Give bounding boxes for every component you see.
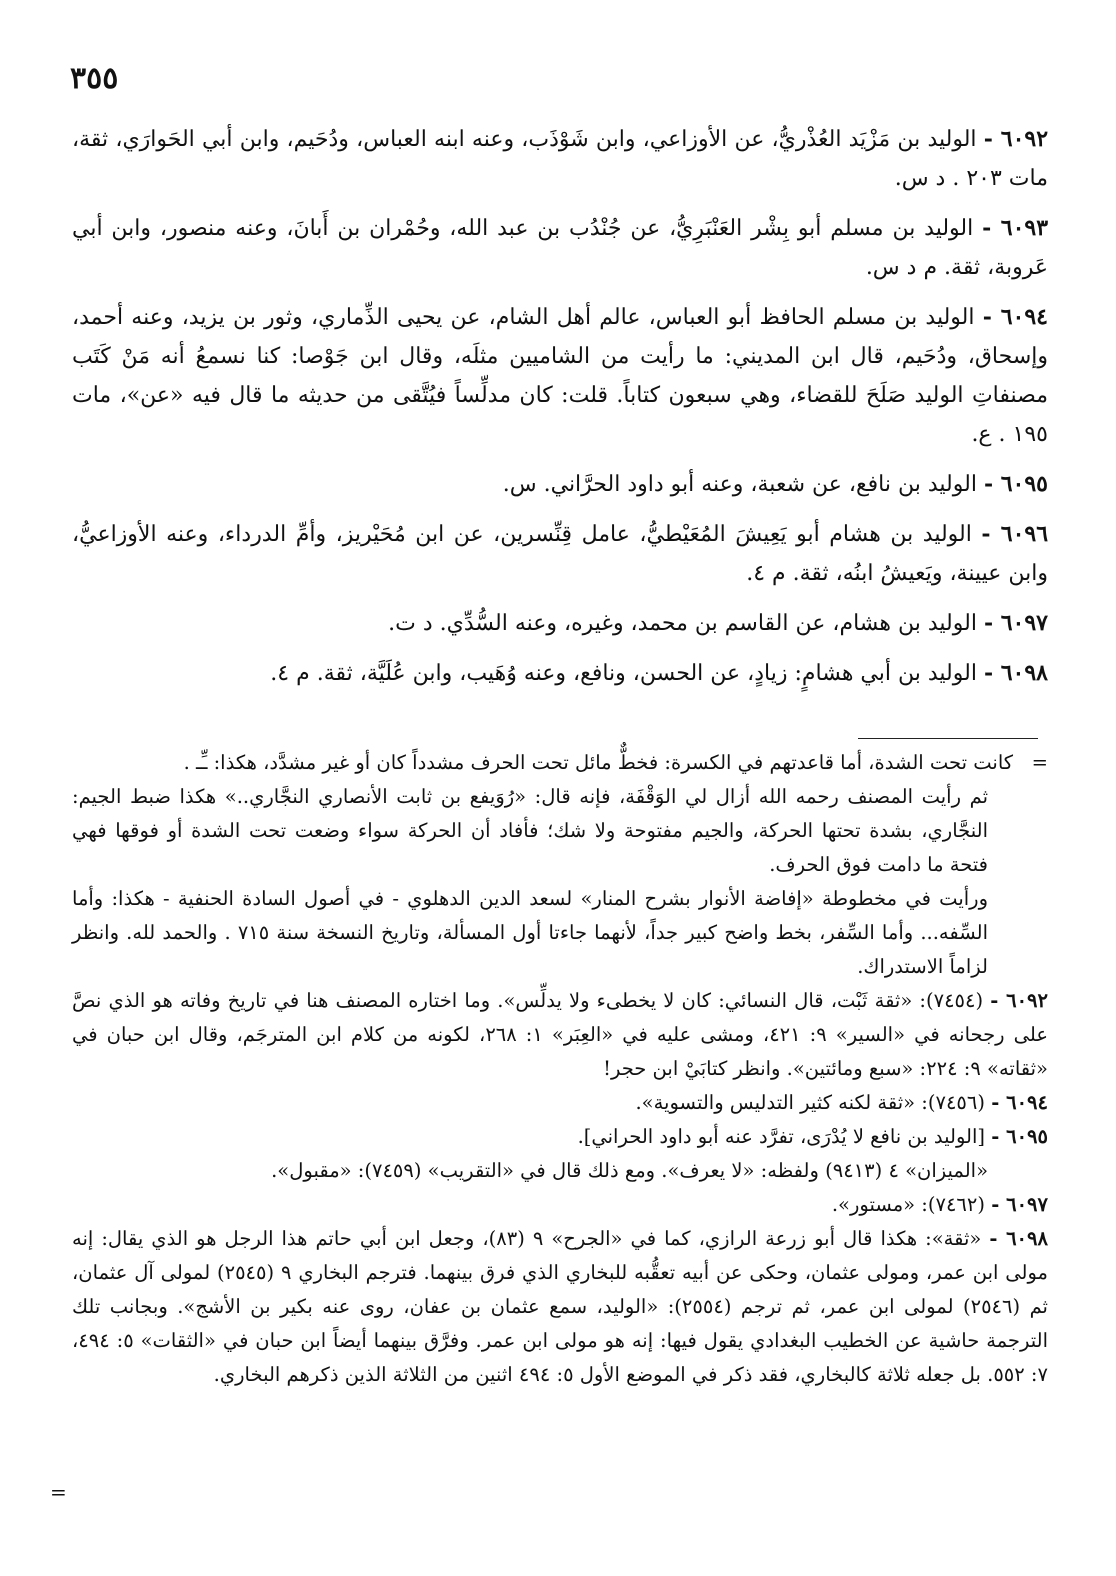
entry-6095 xyxy=(72,465,1048,504)
entry-number: ٦٠٩٧ - xyxy=(983,610,1048,636)
entry-text: الوليد بن أبي هشامٍ: زيادٍ، عن الحسن، ونافع، وعنه وُهَيب، وابن عُلَيَّة، ثقة. م ٤. xyxy=(270,661,977,686)
entry-text: الوليد بن مسلم الحافظ أبو العباس، عالم أهل الشام، عن يحيى الذِّماري، وثور بن يزيد، وعنه أحمد، وإسحاق، ودُحَيم، قال ابن المديني: ما رأيت من الشاميين مثلَه، وقال ابن جَوْصا: كنا نسمعُ أنه مَنْ كَتَب مصنفاتِ الوليد صَلَحَ للقضاء، وهي سبعون كتاباً. قلت: كان مدلِّساً فيُتَّقى من حديثه ما قال فيه «عن»، مات ١٩٥ . ع. xyxy=(72,305,1048,447)
footnote-text: (٧٤٦٢): «مستور». xyxy=(831,1193,985,1216)
footnote-continued xyxy=(72,746,1048,984)
entry-6094 xyxy=(72,298,1048,454)
entry-6093 xyxy=(72,209,1048,287)
entry-text: الوليد بن هشام، عن القاسم بن محمد، وغيره، وعنه السُّدِّي. د ت. xyxy=(388,611,977,636)
continuation-end-marker: = xyxy=(50,1480,67,1504)
footnote-paragraph: ورأيت في مخطوطة «إفاضة الأنوار بشرح المنار» لسعد الدين الدهلوي - في أصول السادة الحنفية - هكذا: وأما السِّفه... وأما السِّفر، بخط واضح كبير جداً، لأنهما جاءتا أول المسألة، وتاريخ النسخة سنة ٧١٥ . والحمد لله. وانظر لزاماً الاستدراك. xyxy=(72,887,988,978)
entry-number: ٦٠٩٤ - xyxy=(982,304,1048,330)
footnote-paragraph: كانت تحت الشدة، أما قاعدتهم في الكسرة: فخطٌّ مائل تحت الحرف مشدداً كان أو غير مشدَّد، هكذا: ـِّـ . xyxy=(183,751,1014,774)
entry-text: الوليد بن مسلم أبو بِشْر العَنْبَرِيُّ، عن جُنْدُب بن عبد الله، وحُمْران بن أَبانَ، وعنه منصور، وابن أبي عَروبة، ثقة. م د س. xyxy=(72,216,1048,280)
footnote-paragraph: ثم رأيت المصنف رحمه الله أزال لي الوَقْفَة، فإنه قال: «رُوَيفع بن ثابت الأنصاري النجَّاري..» هكذا ضبط الجيم: النجَّاري، بشدة تحتها الحركة، والجيم مفتوحة ولا شك؛ فأفاد أن الحركة سواء وضعت تحت الشدة أو فوقها فهي فتحة ما دامت فوق الحرف. xyxy=(72,785,988,876)
entry-number: ٦٠٩٣ - xyxy=(982,215,1049,241)
entry-text: الوليد بن هشام أبو يَعِيشَ المُعَيْطيُّ، عامل قِنِّسرين، عن ابن مُحَيْريز، وأمِّ الدرداء، وعنه الأوزاعيُّ، وابن عيينة، ويَعيشُ ابنُه، ثقة. م ٤. xyxy=(72,522,1048,586)
footnote-6094 xyxy=(72,1086,1048,1120)
footnote-number: ٦٠٩٧ - xyxy=(991,1193,1048,1216)
footnote-text: [الوليد بن نافع لا يُدْرَى، تفرَّد عنه أبو داود الحراني]. xyxy=(577,1125,985,1148)
entry-text: الوليد بن نافع، عن شعبة، وعنه أبو داود الحرَّاني. س. xyxy=(502,472,977,497)
footnote-text: «ثقة»: هكذا قال أبو زرعة الرازي، كما في «الجرح» ٩ (٨٣)، وجعل ابن أبي حاتم هذا الرجل هو الذي يقال: إنه مولى ابن عمر، ومولى عثمان، وحكى عن أبيه تعقُّبه للبخاري الذي فرق بينهما. فترجم البخاري ٩ (٢٥٤٥) لمولى آل عثمان، ثم (٢٥٤٦) لمولى ابن عمر، ثم ترجم (٢٥٥٤): «الوليد، سمع عثمان بن عفان، روى عنه بكير بن الأشج». وبجانب تلك الترجمة حاشية عن الخطيب البغدادي يقول فيها: إنه هو مولى ابن عمر. وفرَّق بينهما أيضاً ابن حبان في «الثقات» ٥: ٤٩٤، ٧: ٥٥٢. بل جعله ثلاثة كالبخاري، فقد ذكر في الموضع الأول ٥: ٤٩٤ اثنين من الثلاثة الذين ذكرهم البخاري. xyxy=(72,1227,1048,1386)
footnote-number: ٦٠٩٤ - xyxy=(991,1091,1048,1114)
footnote-6095 xyxy=(72,1120,1048,1188)
footnote-text: (٧٤٥٦): «ثقة لكنه كثير التدليس والتسوية». xyxy=(635,1091,985,1114)
footnote-text: (٧٤٥٤): «ثقة ثَبْت، قال النسائي: كان لا يخطىء ولا يدلِّس». وما اختاره المصنف هنا في تاريخ وفاته هو الذي نصَّ على رجحانه في «السير» ٩: ٤٢١، ومشى عليه في «العِبَر» ١: ٢٦٨، لكونه من كلام ابن المترجَم، وقال ابن حبان في «ثقاته» ٩: ٢٢٤: «سبع ومائتين». وانظر كتابَيْ ابن حجر! xyxy=(72,989,1048,1080)
footnote-number: ٦٠٩٢ - xyxy=(990,989,1048,1012)
entry-6096 xyxy=(72,515,1048,593)
entry-number: ٦٠٩٦ - xyxy=(981,521,1049,547)
continuation-marker: = xyxy=(1031,751,1048,774)
footnote-number: ٦٠٩٨ - xyxy=(989,1227,1048,1250)
footnote-6098 xyxy=(72,1222,1048,1392)
entry-number: ٦٠٩٥ - xyxy=(983,471,1048,497)
entry-number: ٦٠٩٨ - xyxy=(983,660,1048,686)
page-number: ٣٥٥ xyxy=(70,61,119,96)
entry-text: الوليد بن مَزْيَد العُذْريُّ، عن الأوزاعي، وابن شَوْذَب، وعنه ابنه العباس، ودُحَيم، وابن أبي الحَوارَي، ثقة، مات ٢٠٣ . د س. xyxy=(72,127,1048,191)
footnote-separator xyxy=(858,738,1038,739)
main-text xyxy=(72,120,1048,704)
footnote-subline: «الميزان» ٤ (٩٤١٣) ولفظه: «لا يعرف». ومع ذلك قال في «التقريب» (٧٤٥٩): «مقبول». xyxy=(271,1159,988,1182)
footnote-6097 xyxy=(72,1188,1048,1222)
entry-number: ٦٠٩٢ - xyxy=(983,126,1049,152)
footnotes xyxy=(72,746,1048,1392)
entry-6092 xyxy=(72,120,1048,198)
footnote-6092 xyxy=(72,984,1048,1086)
footnote-number: ٦٠٩٥ - xyxy=(991,1125,1048,1148)
entry-6097 xyxy=(72,604,1048,643)
entry-6098 xyxy=(72,654,1048,693)
